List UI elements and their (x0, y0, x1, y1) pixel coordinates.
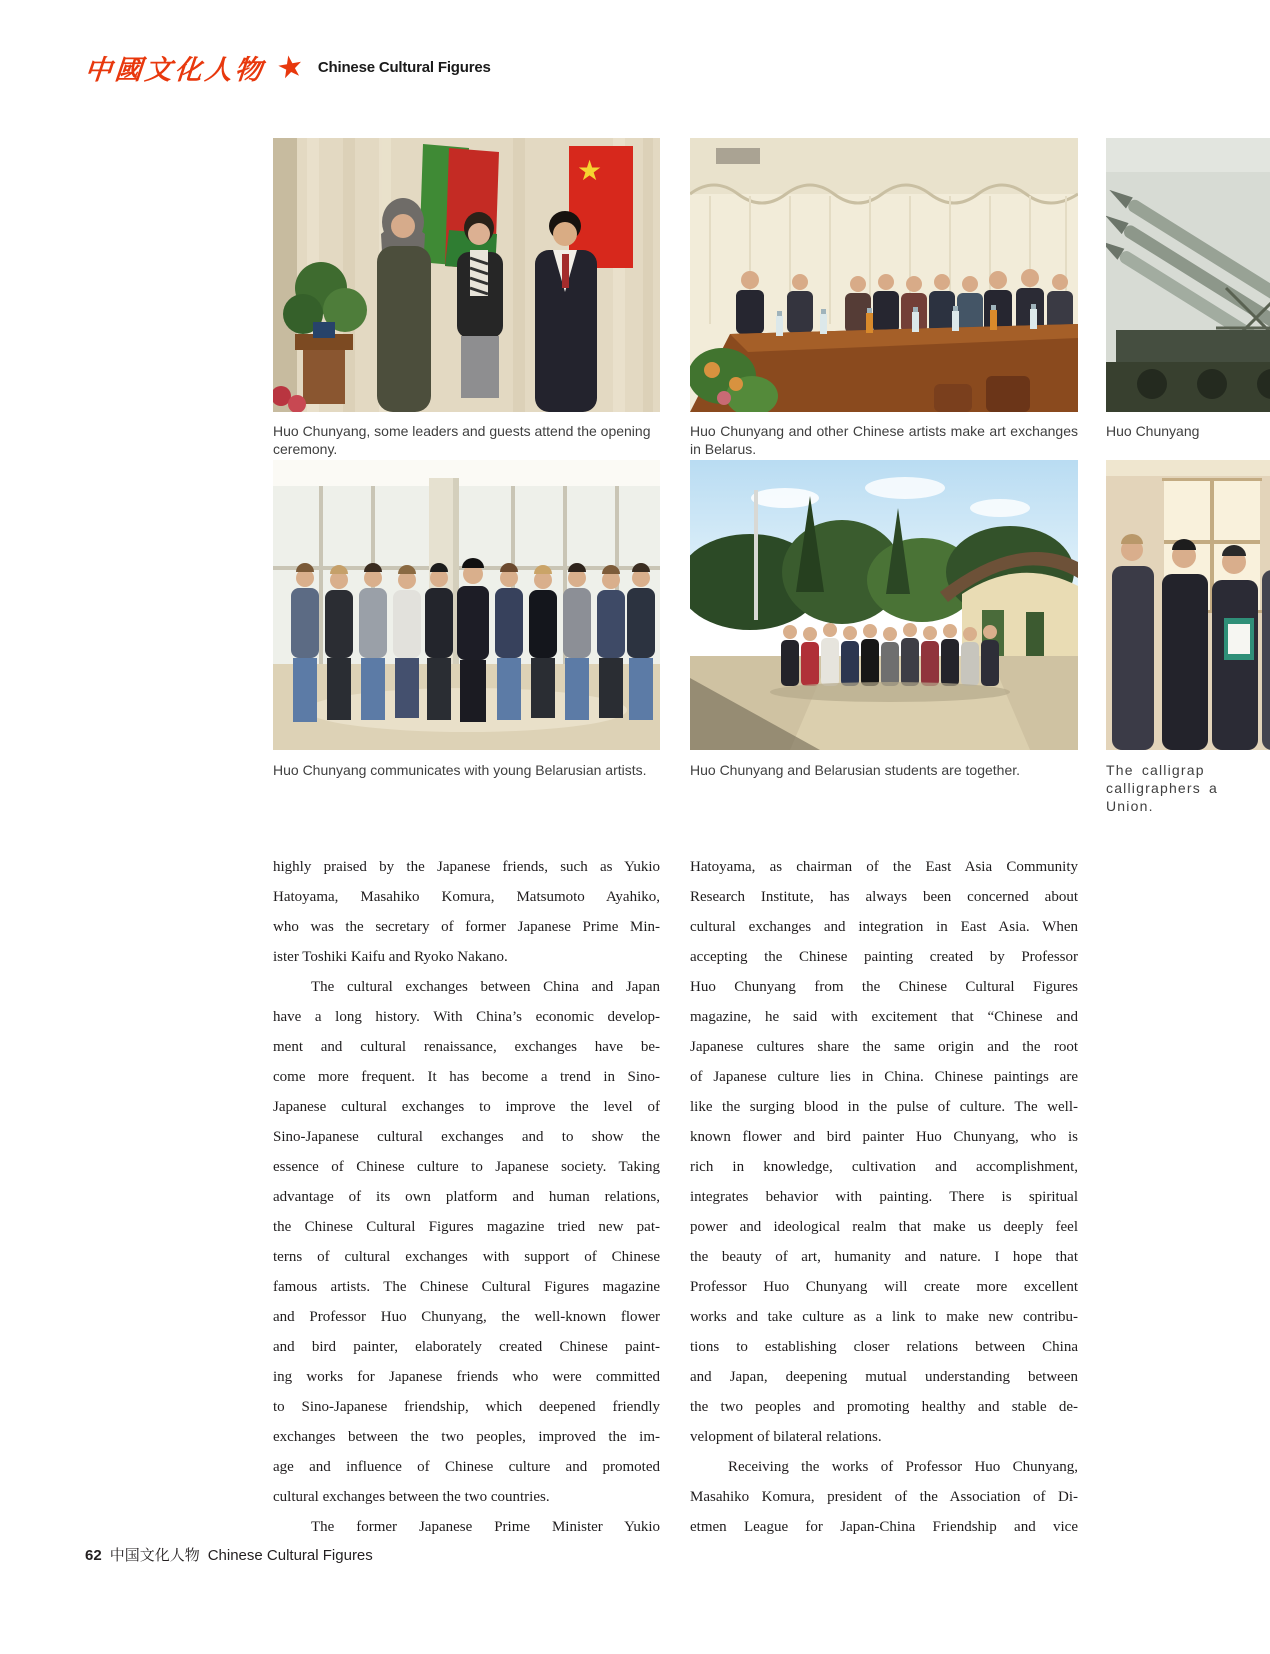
article-text-line: velopment of bilateral relations. (690, 1429, 882, 1445)
photo-students-outdoors (690, 460, 1078, 750)
article-text-line: terns of cultural exchanges with support of Chinese (273, 1249, 660, 1265)
logo-chinese-calligraphy: 中國文化人物 (83, 55, 267, 86)
article-text-line: like the surging blood in the pulse of culture. The well- (690, 1099, 1078, 1115)
article-text-line: tions to establishing closer relations between China (690, 1339, 1078, 1355)
article-column-right (690, 852, 1078, 1542)
article-text-line: age and influence of Chinese culture and promoted (273, 1459, 660, 1475)
article-column-left (273, 852, 660, 1542)
svg-text:★: ★ (577, 155, 603, 186)
article-text-line: ister Toshiki Kaifu and Ryoko Nakano. (273, 949, 508, 965)
article-text-line: ing works for Japanese friends who were committed (273, 1369, 660, 1385)
magazine-logo (85, 48, 491, 87)
article-text-line: power and ideological realm that make us deeply feel (690, 1219, 1078, 1235)
photo-calligraphers-image (1106, 460, 1270, 750)
article-text-line: Japanese cultures share the same origin and the root (690, 1039, 1078, 1055)
photo-caption: Huo Chunyang and Belarusian students are together. (690, 762, 1021, 778)
article-text-line: integrates behavior with painting. There is spiritual (690, 1189, 1078, 1205)
red-star-icon: ★ (274, 48, 307, 86)
article-text-line: Hatoyama, as chairman of the East Asia Community (690, 859, 1078, 875)
article-text-line: Professor Huo Chunyang will create more excellent (690, 1279, 1078, 1295)
article-text-line: exchanges between the two peoples, improved the im- (273, 1429, 660, 1445)
footer-title-english: Chinese Cultural Figures (207, 1547, 373, 1564)
logo-english-title: Chinese Cultural Figures (317, 59, 491, 76)
article-text-line: magazine, he said with excitement that “Chinese and (690, 1009, 1078, 1025)
article-text-line: the beauty of art, humanity and nature. I hope that (690, 1249, 1078, 1265)
photo-caption: Huo Chunyang, some leaders and guests attend the opening ceremony. (273, 423, 651, 457)
photo-young-artists (273, 460, 660, 750)
article-text-line: ment and cultural renaissance, exchanges have be- (273, 1039, 660, 1055)
photo-students-outdoors-image (690, 460, 1078, 750)
article-text-line: have a long history. With China’s economic develop- (273, 1009, 660, 1025)
article-text-line: highly praised by the Japanese friends, such as Yukio (273, 859, 660, 875)
page-footer (85, 1544, 373, 1565)
article-text-line: cultural exchanges and integration in East Asia. When (690, 919, 1078, 935)
article-text-line: Hatoyama, Masahiko Komura, Matsumoto Ayahiko, (273, 889, 660, 905)
article-text-line: known flower and bird painter Huo Chunyang, who is (690, 1129, 1078, 1145)
photo-caption: Huo Chunyang and other Chinese artists make art exchanges in Belarus. (690, 423, 1078, 457)
article-text-line: essence of Chinese culture to Japanese society. Taking (273, 1159, 660, 1175)
article-text-line: and Japan, deepening mutual understanding between (690, 1369, 1078, 1385)
article-text-line: Research Institute, has always been concerned about (690, 889, 1078, 905)
article-text-line: cultural exchanges between the two countries. (273, 1489, 550, 1505)
photo-caption: Huo Chunyang (1106, 423, 1200, 439)
article-text-line: The cultural exchanges between China and Japan (311, 979, 660, 995)
photo-caption-line: Union. (1106, 798, 1154, 814)
article-text-line: and bird painter, elaborately created Chinese paint- (273, 1339, 660, 1355)
photo-belarus-meeting-image (690, 138, 1078, 412)
article-text-line: who was the secretary of former Japanese Prime Min- (273, 919, 660, 935)
article-text-line: Sino-Japanese cultural exchanges and to show the (273, 1129, 660, 1145)
photo-caption: Huo Chunyang communicates with young Belarusian artists. (273, 762, 647, 778)
page-number: 62 (85, 1547, 102, 1564)
photo-opening-ceremony (273, 138, 660, 412)
photo-military-site (1106, 138, 1270, 412)
photo-military-site-image (1106, 138, 1270, 412)
article-text-line: of Japanese culture lies in China. Chinese paintings are (690, 1069, 1078, 1085)
article-text-line: The former Japanese Prime Minister Yukio (311, 1519, 660, 1535)
footer-title-chinese: 中国文化人物 (109, 1547, 200, 1564)
article-text-line: advantage of its own platform and human relations, (273, 1189, 660, 1205)
article-text-line: the two peoples and promoting healthy and stable de- (690, 1399, 1078, 1415)
photo-calligraphers (1106, 460, 1270, 750)
photo-young-artists-image (273, 460, 660, 750)
article-text-line: works and take culture as a link to make new contribu- (690, 1309, 1078, 1325)
article-text-line: Japanese cultural exchanges to improve the level of (273, 1099, 660, 1115)
article-text-line: etmen League for Japan-China Friendship and vice (690, 1519, 1078, 1535)
article-text-line: accepting the Chinese painting created by Professor (690, 949, 1078, 965)
photo-caption-line: The calligrap (1106, 762, 1205, 778)
photo-belarus-meeting (690, 138, 1078, 412)
article-text-line: and Professor Huo Chunyang, the well-known flower (273, 1309, 660, 1325)
article-text-line: come more frequent. It has become a trend in Sino- (273, 1069, 660, 1085)
article-text-line: Masahiko Komura, president of the Association of Di- (690, 1489, 1078, 1505)
article-text-line: Receiving the works of Professor Huo Chunyang, (728, 1459, 1078, 1475)
article-text-line: Huo Chunyang from the Chinese Cultural Figures (690, 979, 1078, 995)
article-text-line: to Sino-Japanese friendship, which deepened friendly (273, 1399, 660, 1415)
article-text-line: famous artists. The Chinese Cultural Figures magazine (273, 1279, 660, 1295)
photo-caption-line: calligraphers a (1106, 780, 1219, 796)
photo-opening-ceremony-image (273, 138, 660, 412)
article-text-line: rich in knowledge, cultivation and accomplishment, (690, 1159, 1078, 1175)
article-text-line: the Chinese Cultural Figures magazine tried new pat- (273, 1219, 660, 1235)
photo-caption (1106, 761, 1270, 815)
